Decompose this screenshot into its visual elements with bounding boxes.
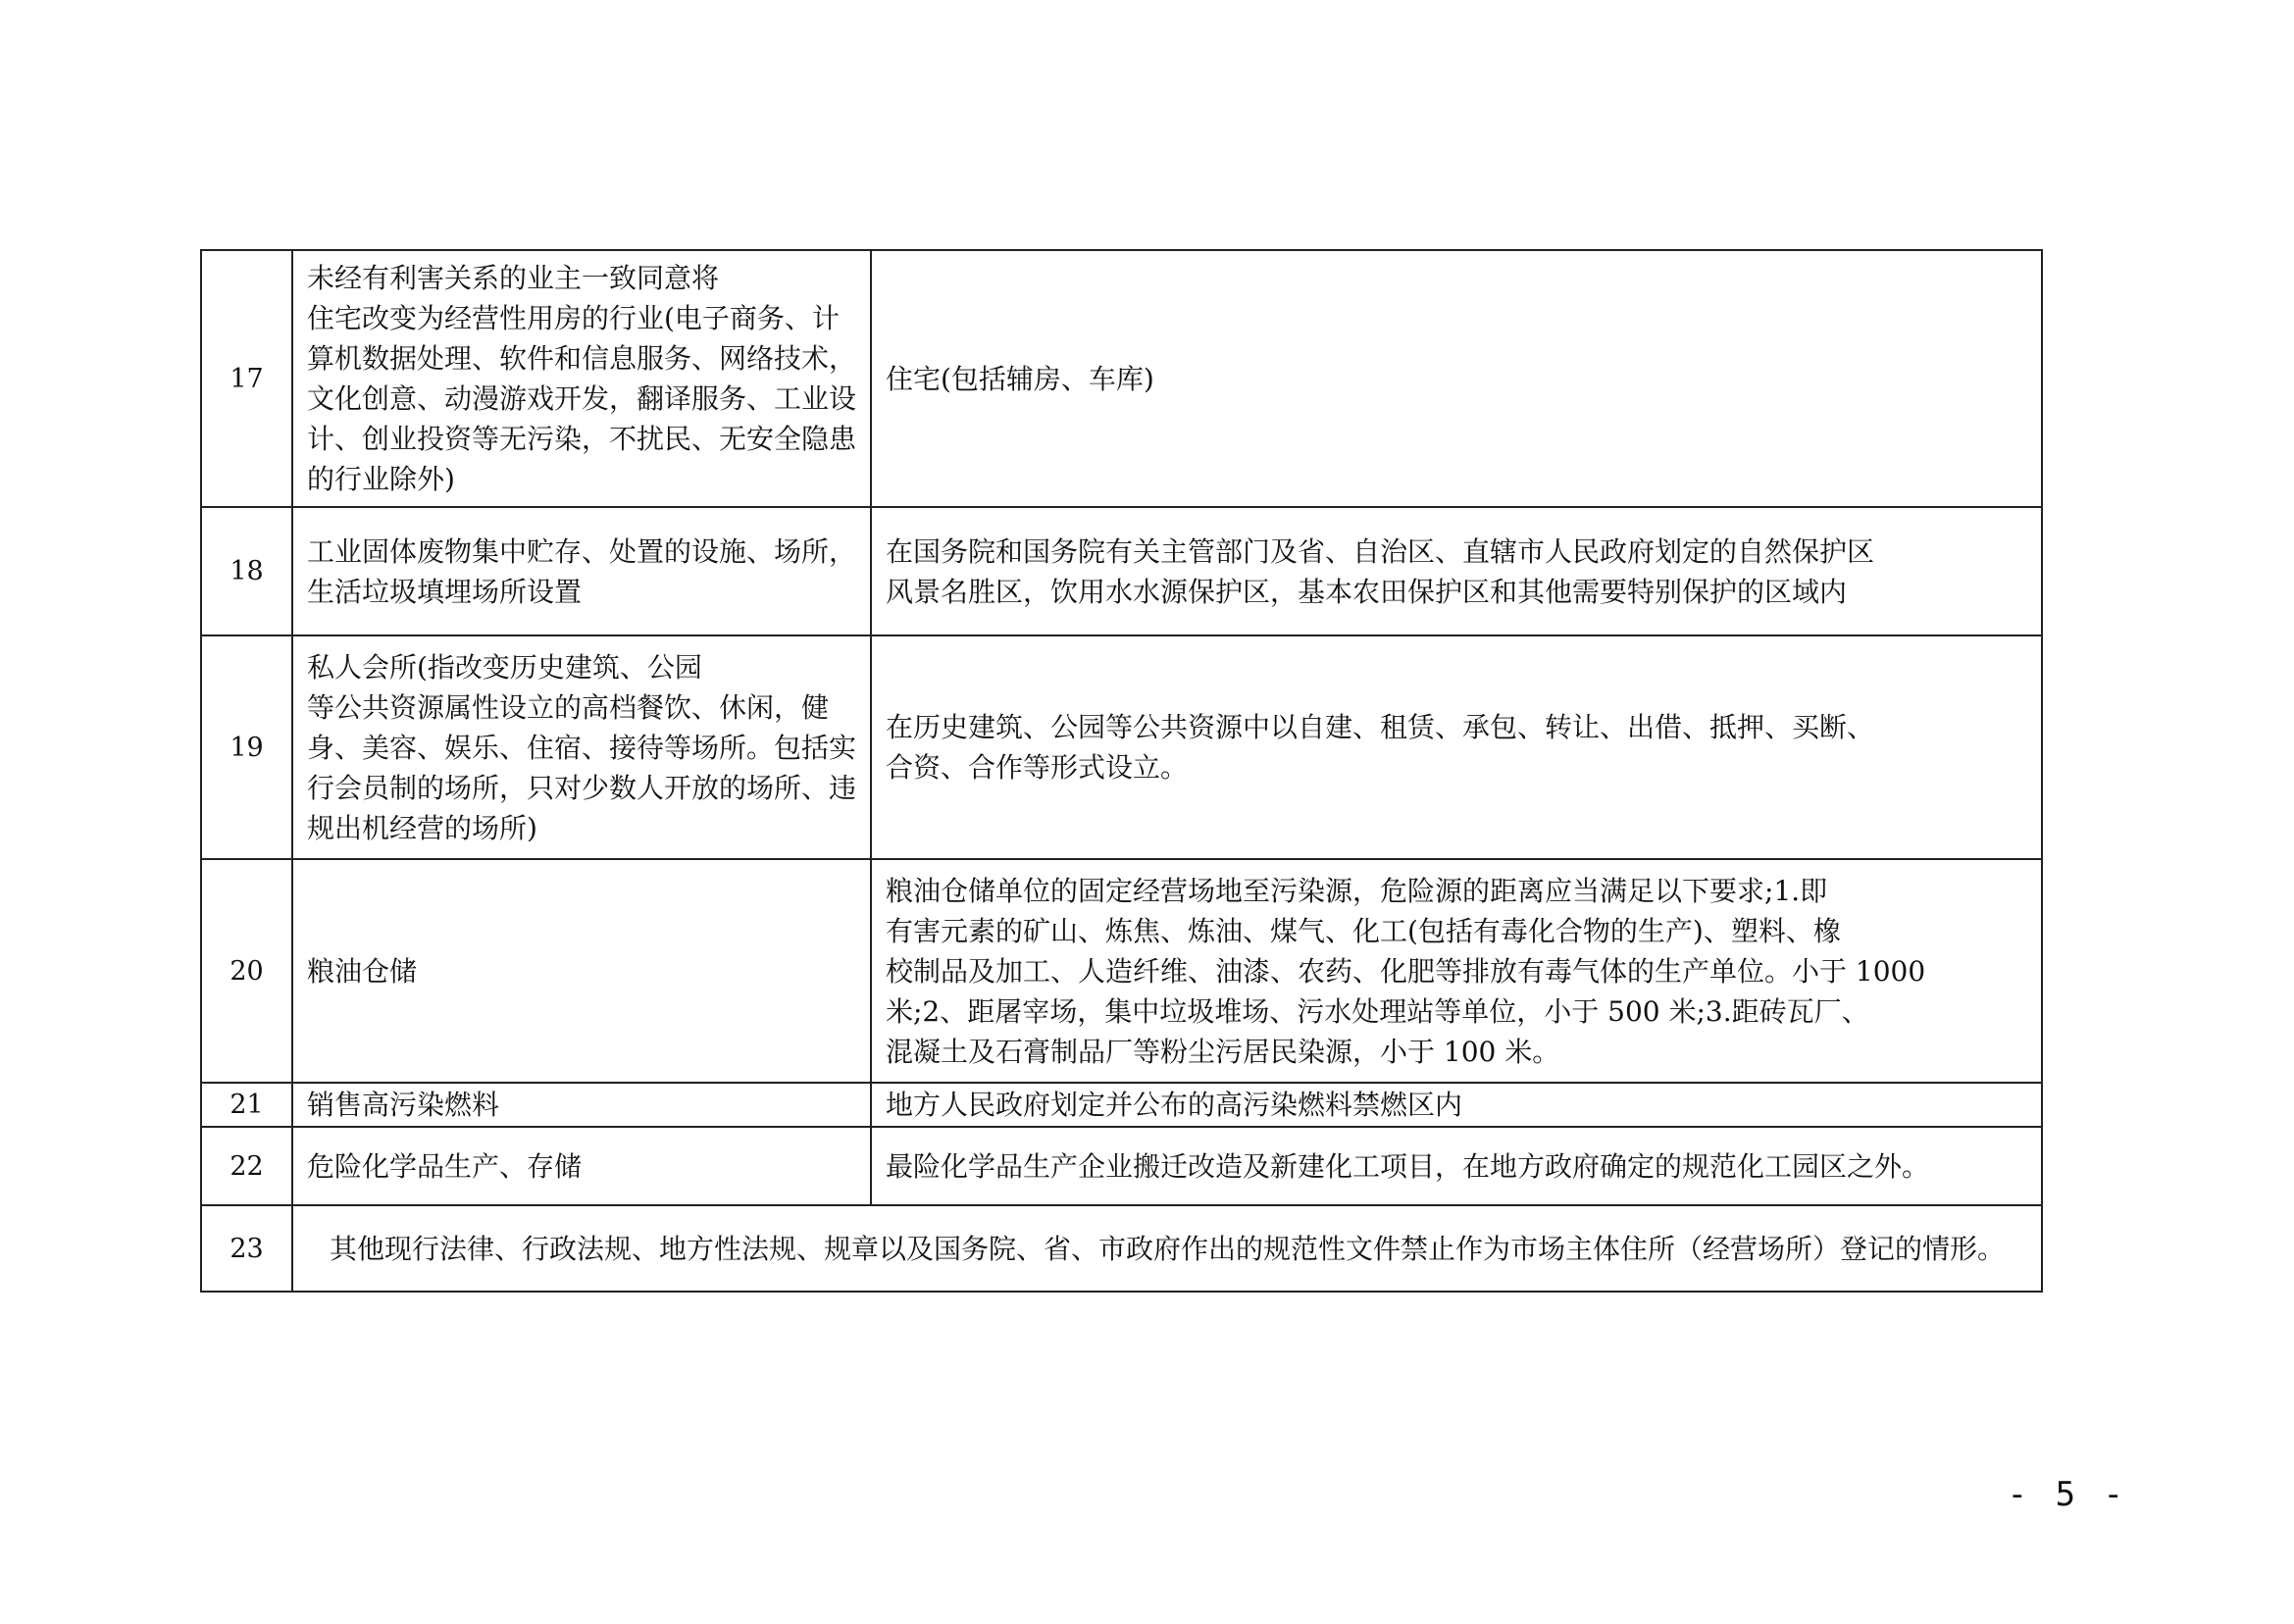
restricted-area-cell: 住宅(包括辅房、车库) <box>871 250 2042 507</box>
row-number: 17 <box>201 250 292 507</box>
industry-cell: 粮油仓储 <box>292 859 871 1083</box>
industry-cell: 工业固体废物集中贮存、处置的设施、场所，生活垃圾填埋场所设置 <box>292 507 871 635</box>
restricted-area-cell: 地方人民政府划定并公布的高污染燃料禁燃区内 <box>871 1083 2042 1127</box>
table-row <box>201 1083 2042 1127</box>
industry-cell: 销售高污染燃料 <box>292 1083 871 1127</box>
restricted-area-cell: 在历史建筑、公园等公共资源中以自建、租赁、承包、转让、出借、抵押、买断、 合资、合作等形式设立。 <box>871 635 2042 859</box>
row-number: 23 <box>201 1205 292 1292</box>
row-number: 22 <box>201 1127 292 1205</box>
industry-cell: 危险化学品生产、存储 <box>292 1127 871 1205</box>
table-row <box>201 250 2042 507</box>
other-situations-cell: 其他现行法律、行政法规、地方性法规、规章以及国务院、省、市政府作出的规范性文件禁止作为市场主体住所（经营场所）登记的情形。 <box>292 1205 2042 1292</box>
row-number: 20 <box>201 859 292 1083</box>
industry-cell: 未经有利害关系的业主一致同意将 住宅改变为经营性用房的行业(电子商务、计算机数据处理、软件和信息服务、网络技术，文化创意、动漫游戏开发，翻译服务、工业设计、创业投资等无污染，不扰民、无安全隐患的行业除外) <box>292 250 871 507</box>
restricted-area-cell: 最险化学品生产企业搬迁改造及新建化工项目，在地方政府确定的规范化工园区之外。 <box>871 1127 2042 1205</box>
page-number: - 5 - <box>2007 1475 2127 1514</box>
table-row <box>201 507 2042 635</box>
industry-cell: 私人会所(指改变历史建筑、公园 等公共资源属性设立的高档餐饮、休闲，健身、美容、娱乐、住宿、接待等场所。包括实行会员制的场所，只对少数人开放的场所、违规出机经营的场所) <box>292 635 871 859</box>
table-row <box>201 1205 2042 1292</box>
row-number: 18 <box>201 507 292 635</box>
row-number: 21 <box>201 1083 292 1127</box>
regulation-table <box>200 249 2043 1293</box>
table-row <box>201 1127 2042 1205</box>
restricted-area-cell: 粮油仓储单位的固定经营场地至污染源，危险源的距离应当满足以下要求;1.即 有害元素的矿山、炼焦、炼油、煤气、化工(包括有毒化合物的生产)、塑料、橡 校制品及加工、人造纤维、油漆、农药、化肥等排放有毒气体的生产单位。小于 1000 米;2、距屠宰场，集中垃圾堆场、污水处理站等单位，小于 500 米;3.距砖瓦厂、 混凝土及石膏制品厂等粉尘污居民染源，小于 100 米。 <box>871 859 2042 1083</box>
table-row <box>201 635 2042 859</box>
table-row <box>201 859 2042 1083</box>
restricted-area-cell: 在国务院和国务院有关主管部门及省、自治区、直辖市人民政府划定的自然保护区 风景名胜区，饮用水水源保护区，基本农田保护区和其他需要特别保护的区域内 <box>871 507 2042 635</box>
row-number: 19 <box>201 635 292 859</box>
